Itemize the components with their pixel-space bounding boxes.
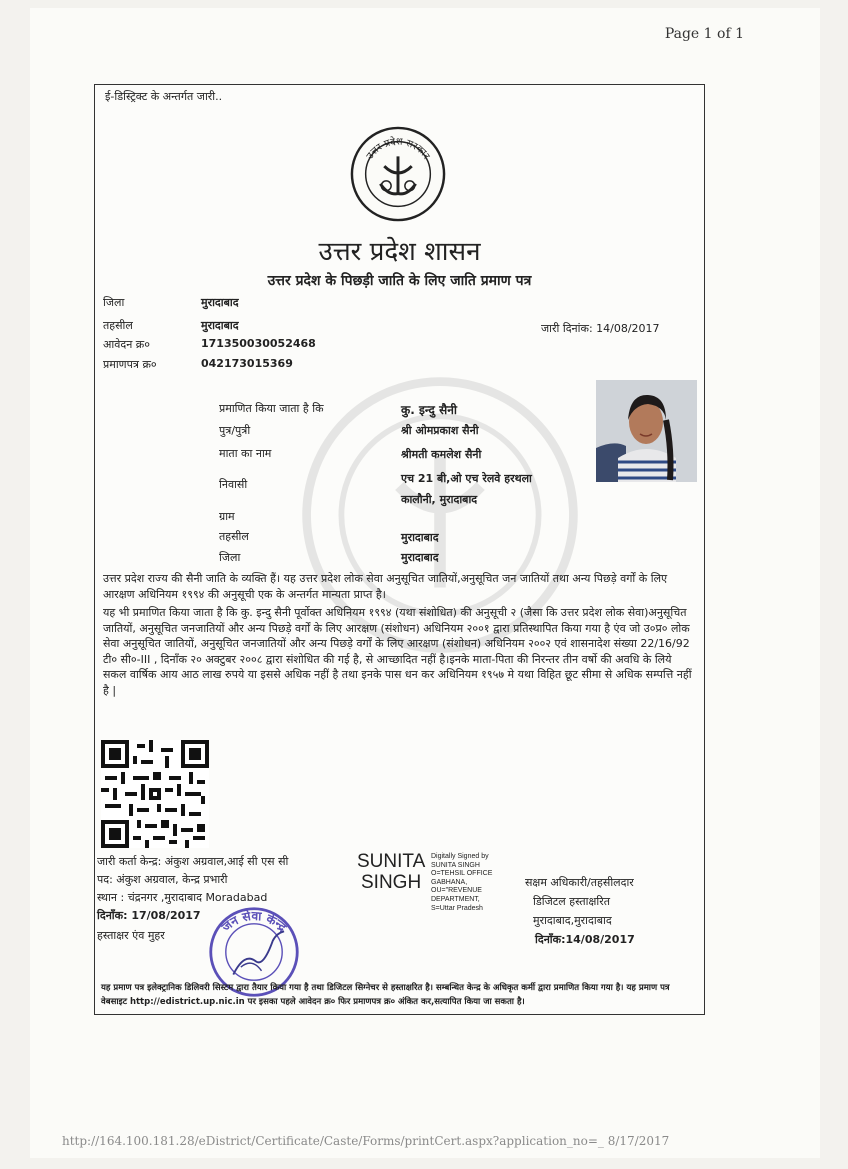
svg-text:उत्तर प्रदेश सरकार: उत्तर प्रदेश सरकार — [364, 136, 432, 162]
child-of-label: पुत्र/पुत्री — [219, 424, 251, 437]
certificate-number: 042173015369 — [201, 357, 293, 370]
certificate-paragraph-1: उत्तर प्रदेश राज्य की सैनी जाति के व्यक्ति हैं। यह उत्तर प्रदेश लोक सेवा अनुसूचित जातियों,अनुसूचित जन जातियों तथा अन्य पिछड़े वर्गों के लिए आरक्षण अधिनियम १९९४ की अनुसूची एक के अन्तर्गत मान्यता प्राप्त है। — [103, 572, 668, 601]
qr-code — [101, 740, 209, 848]
authority-date: दिनाँक:14/08/2017 — [535, 933, 635, 946]
certificate-number-label: प्रमाणपत्र क्र० — [103, 358, 157, 371]
certificate-paragraph-2: यह भी प्रमाणित किया जाता है कि कु. इन्दु सैनी पूर्वोक्त अधिनियम १९९४ (यथा संशोधित) की अनुसूची २ (जैसा कि उत्तर प्रदेश लोक सेवा)अनुसूचित जातियों, अनुसूचित जनजातियों और अन्य पिछड़े वर्गों के लिए आरक्षण (संशोधन) अधिनियम २००१ द्वारा प्रतिस्थापित किया गया है एंव जो उ०प्र० लोक सेवा अनुसूचित जातियों, अनुसूचित जनजातियों और अन्य पिछड़े वर्गों के लिए आरक्षण (संशोधन) अधिनियम २००२ एवं शासनादेश संख्या 22/16/92 टी० सी०-III , दिनाँक २० अक्टुबर २००८ द्वारा संशोधित की गई है, से आच्छादित नहीं है।इनके माता-पिता की निरन्तर तीन वर्षो की अवधि के लिये सकल वार्षिक आय आठ लाख रुपये या इससे अधिक नहीं है तथा इनके पास धन कर अधिनियम १९५७ मे यथा विहित छूट सीमा से अधिक सम्पत्ति नहीं है | — [103, 606, 692, 697]
issuer-post: पद: अंकुश अग्रवाल, केन्द्र प्रभारी — [97, 873, 228, 886]
digital-signature-name — [357, 851, 425, 893]
svg-text:जन सेवा केन्द्र: जन सेवा केन्द्र — [218, 908, 290, 935]
issuer-sign-label: हस्ताक्षर एंव मुहर — [97, 929, 165, 942]
issuer-center: जारी कर्ता केन्द्र: अंकुश अग्रवाल,आई सी एस सी — [97, 855, 289, 868]
edistrict-note: ई-डिस्ट्रिक्ट के अन्तर्गत जारी.. — [105, 90, 223, 103]
print-url: http://164.100.181.28/eDistrict/Certificate/Caste/Forms/printCert.aspx?application_no=_ 8/17/2017 — [62, 1134, 670, 1148]
authority-signature: डिजिटल हस्ताक्षरित — [533, 895, 610, 908]
person-tehsil-label: तहसील — [219, 530, 249, 543]
applicant-photo — [596, 380, 697, 482]
authority-title: सक्षम अधिकारी/तहसीलदार — [525, 876, 634, 889]
person-district-value: मुरादाबाद — [401, 551, 439, 564]
village-label: ग्राम — [219, 510, 235, 523]
person-district-label: जिला — [219, 551, 241, 564]
certificate-subtitle: उत्तर प्रदेश के पिछड़ी जाति के लिए जाति प्रमाण पत्र — [267, 273, 532, 289]
certificate — [94, 84, 705, 1015]
address-line1: एच 21 बी,ओ एच रेलवे हरथला — [401, 472, 532, 485]
authority-place: मुरादाबाद,मुरादाबाद — [533, 914, 612, 927]
issue-date: जारी दिनांक: 14/08/2017 — [541, 322, 660, 335]
tehsil-label: तहसील — [103, 319, 133, 332]
father-name: श्री ओमप्रकाश सैनी — [401, 424, 479, 437]
issuer-date: दिनाँक: 17/08/2017 — [97, 909, 201, 922]
mother-name: श्रीमती कमलेश सैनी — [401, 448, 482, 461]
signer-last-name: SINGH — [361, 872, 422, 893]
address-line2: कालौनी, मुरादाबाद — [401, 493, 478, 506]
digital-signature-details: Digitally Signed by SUNITA SINGH O=TEHSIL OFFICE GABHANA, OU="REVENUE DEPARTMENT, S=Uttar Pradesh — [431, 853, 493, 912]
signer-first-name: SUNITA — [357, 851, 426, 872]
issuer-place: स्थान : चंद्रनगर ,मुरादाबाद Moradabad — [97, 891, 268, 904]
district-value: मुरादाबाद — [201, 296, 239, 309]
application-number: 171350030052468 — [201, 337, 316, 350]
page-number: Page 1 of 1 — [664, 26, 744, 42]
person-tehsil-value: मुरादाबाद — [401, 531, 439, 544]
up-emblem-icon — [349, 125, 447, 223]
district-label: जिला — [103, 296, 125, 309]
application-label: आवेदन क्र० — [103, 338, 150, 351]
tehsil-value: मुरादाबाद — [201, 319, 239, 332]
applicant-name: कु. इन्दु सैनी — [401, 403, 457, 417]
resident-label: निवासी — [219, 478, 248, 491]
certificate-title: उत्तर प्रदेश शासन — [318, 237, 481, 267]
footer-verification-note: यह प्रमाण पत्र इलेक्ट्रानिक डिलिवरी सिस्टम द्वारा तैयार किया गया है तथा डिजिटल सिग्नेचर से हस्ताक्षरित है। सम्बन्धित केन्द्र के अधिकृत कर्मी द्वारा प्रमाणित किया गया है। यह प्रमाण पत्र वेबसाइट http://edistrict.up.nic.in पर इसका पहले आवेदन क्र० फिर प्रमाणपत्र क्र० अंकित कर,सत्यापित किया जा सकता है। — [101, 983, 670, 1007]
mother-label: माता का नाम — [219, 447, 272, 460]
certified-label: प्रमाणित किया जाता है कि — [219, 402, 324, 415]
